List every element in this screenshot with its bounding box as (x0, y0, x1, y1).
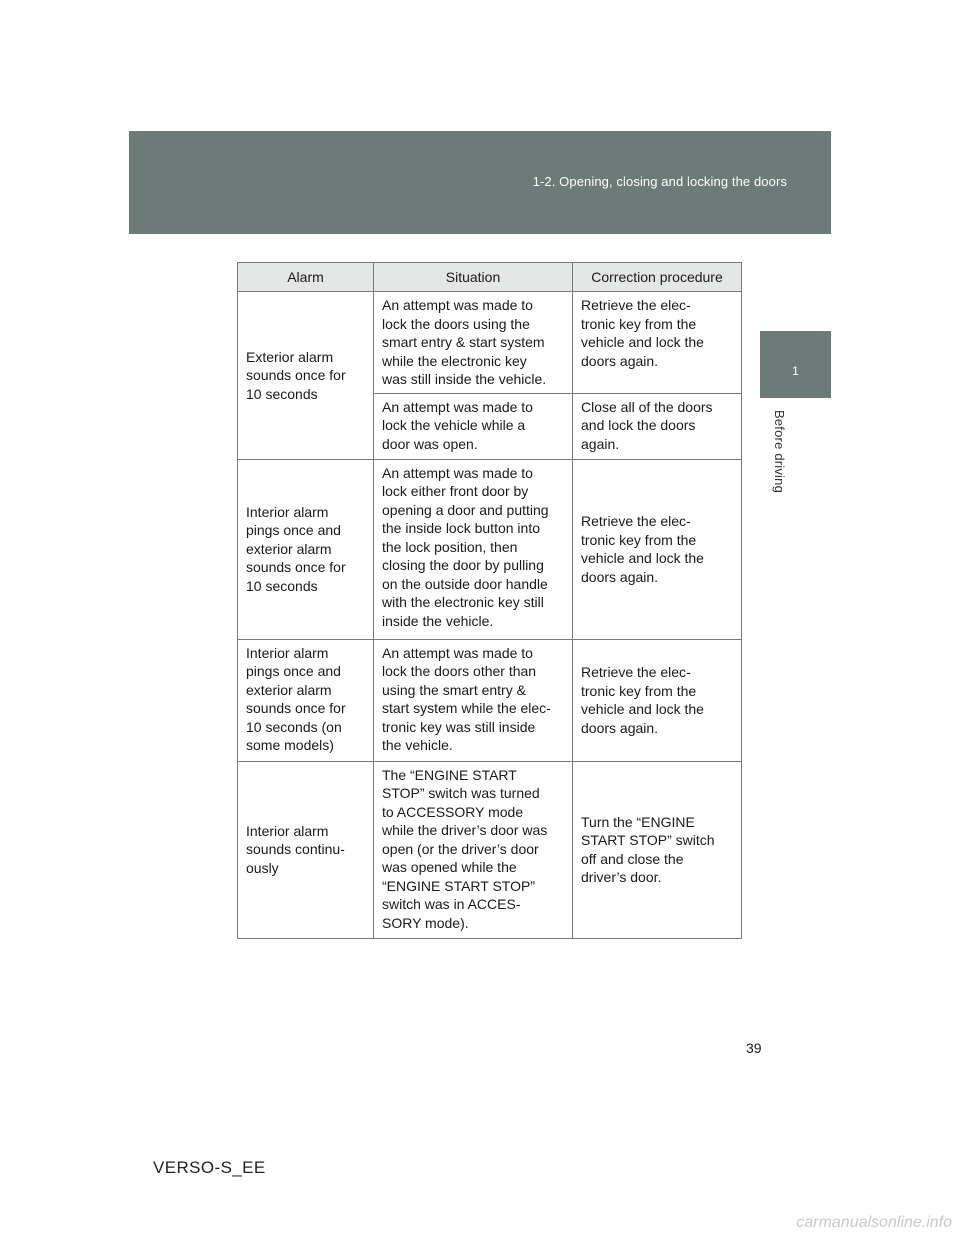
situation-cell: An attempt was made to lock either front door by opening a door and putting the inside lock button into the lock position, then closing the door by pulling on the outside door handle with the electronic key still inside the vehicle. (374, 459, 573, 639)
situation-cell: An attempt was made to lock the vehicle while a door was open. (374, 393, 573, 459)
column-header-correction: Correction procedure (573, 263, 742, 292)
column-header-alarm: Alarm (238, 263, 374, 292)
situation-cell: An attempt was made to lock the doors other than using the smart entry & start system while the elec- tronic key was still inside the vehicle. (374, 639, 573, 761)
chapter-number: 1 (792, 364, 799, 378)
table-row (238, 761, 742, 938)
chapter-tab (760, 331, 831, 398)
section-title: 1-2. Opening, closing and locking the doors (532, 174, 787, 189)
correction-cell: Retrieve the elec- tronic key from the vehicle and lock the doors again. (573, 459, 742, 639)
document-code: VERSO-S_EE (153, 1158, 266, 1177)
column-header-situation: Situation (374, 263, 573, 292)
correction-cell: Retrieve the elec- tronic key from the vehicle and lock the doors again. (573, 639, 742, 761)
watermark: carmanualsonline.info (796, 1214, 952, 1231)
section-header-band (129, 131, 831, 234)
correction-cell: Retrieve the elec- tronic key from the vehicle and lock the doors again. (573, 292, 742, 394)
table-row (238, 292, 742, 394)
alarm-table (237, 262, 742, 939)
alarm-cell: Interior alarm sounds continu- ously (238, 761, 374, 938)
alarm-cell: Exterior alarm sounds once for 10 seconds (238, 292, 374, 460)
situation-cell: The “ENGINE START STOP” switch was turned to ACCESSORY mode while the driver’s door was open (or the driver’s door was opened while the “ENGINE START STOP” switch was in ACCES- SORY mode). (374, 761, 573, 938)
correction-cell: Turn the “ENGINE START STOP” switch off and close the driver’s door. (573, 761, 742, 938)
chapter-label: Before driving (772, 410, 787, 494)
table-row (238, 459, 742, 639)
table-row (238, 639, 742, 761)
page-number: 39 (746, 1040, 762, 1056)
situation-cell: An attempt was made to lock the doors using the smart entry & start system while the electronic key was still inside the vehicle. (374, 292, 573, 394)
correction-cell: Close all of the doors and lock the doors again. (573, 393, 742, 459)
alarm-cell: Interior alarm pings once and exterior alarm sounds once for 10 seconds (238, 459, 374, 639)
alarm-cell: Interior alarm pings once and exterior alarm sounds once for 10 seconds (on some models) (238, 639, 374, 761)
table-header-row (238, 263, 742, 292)
